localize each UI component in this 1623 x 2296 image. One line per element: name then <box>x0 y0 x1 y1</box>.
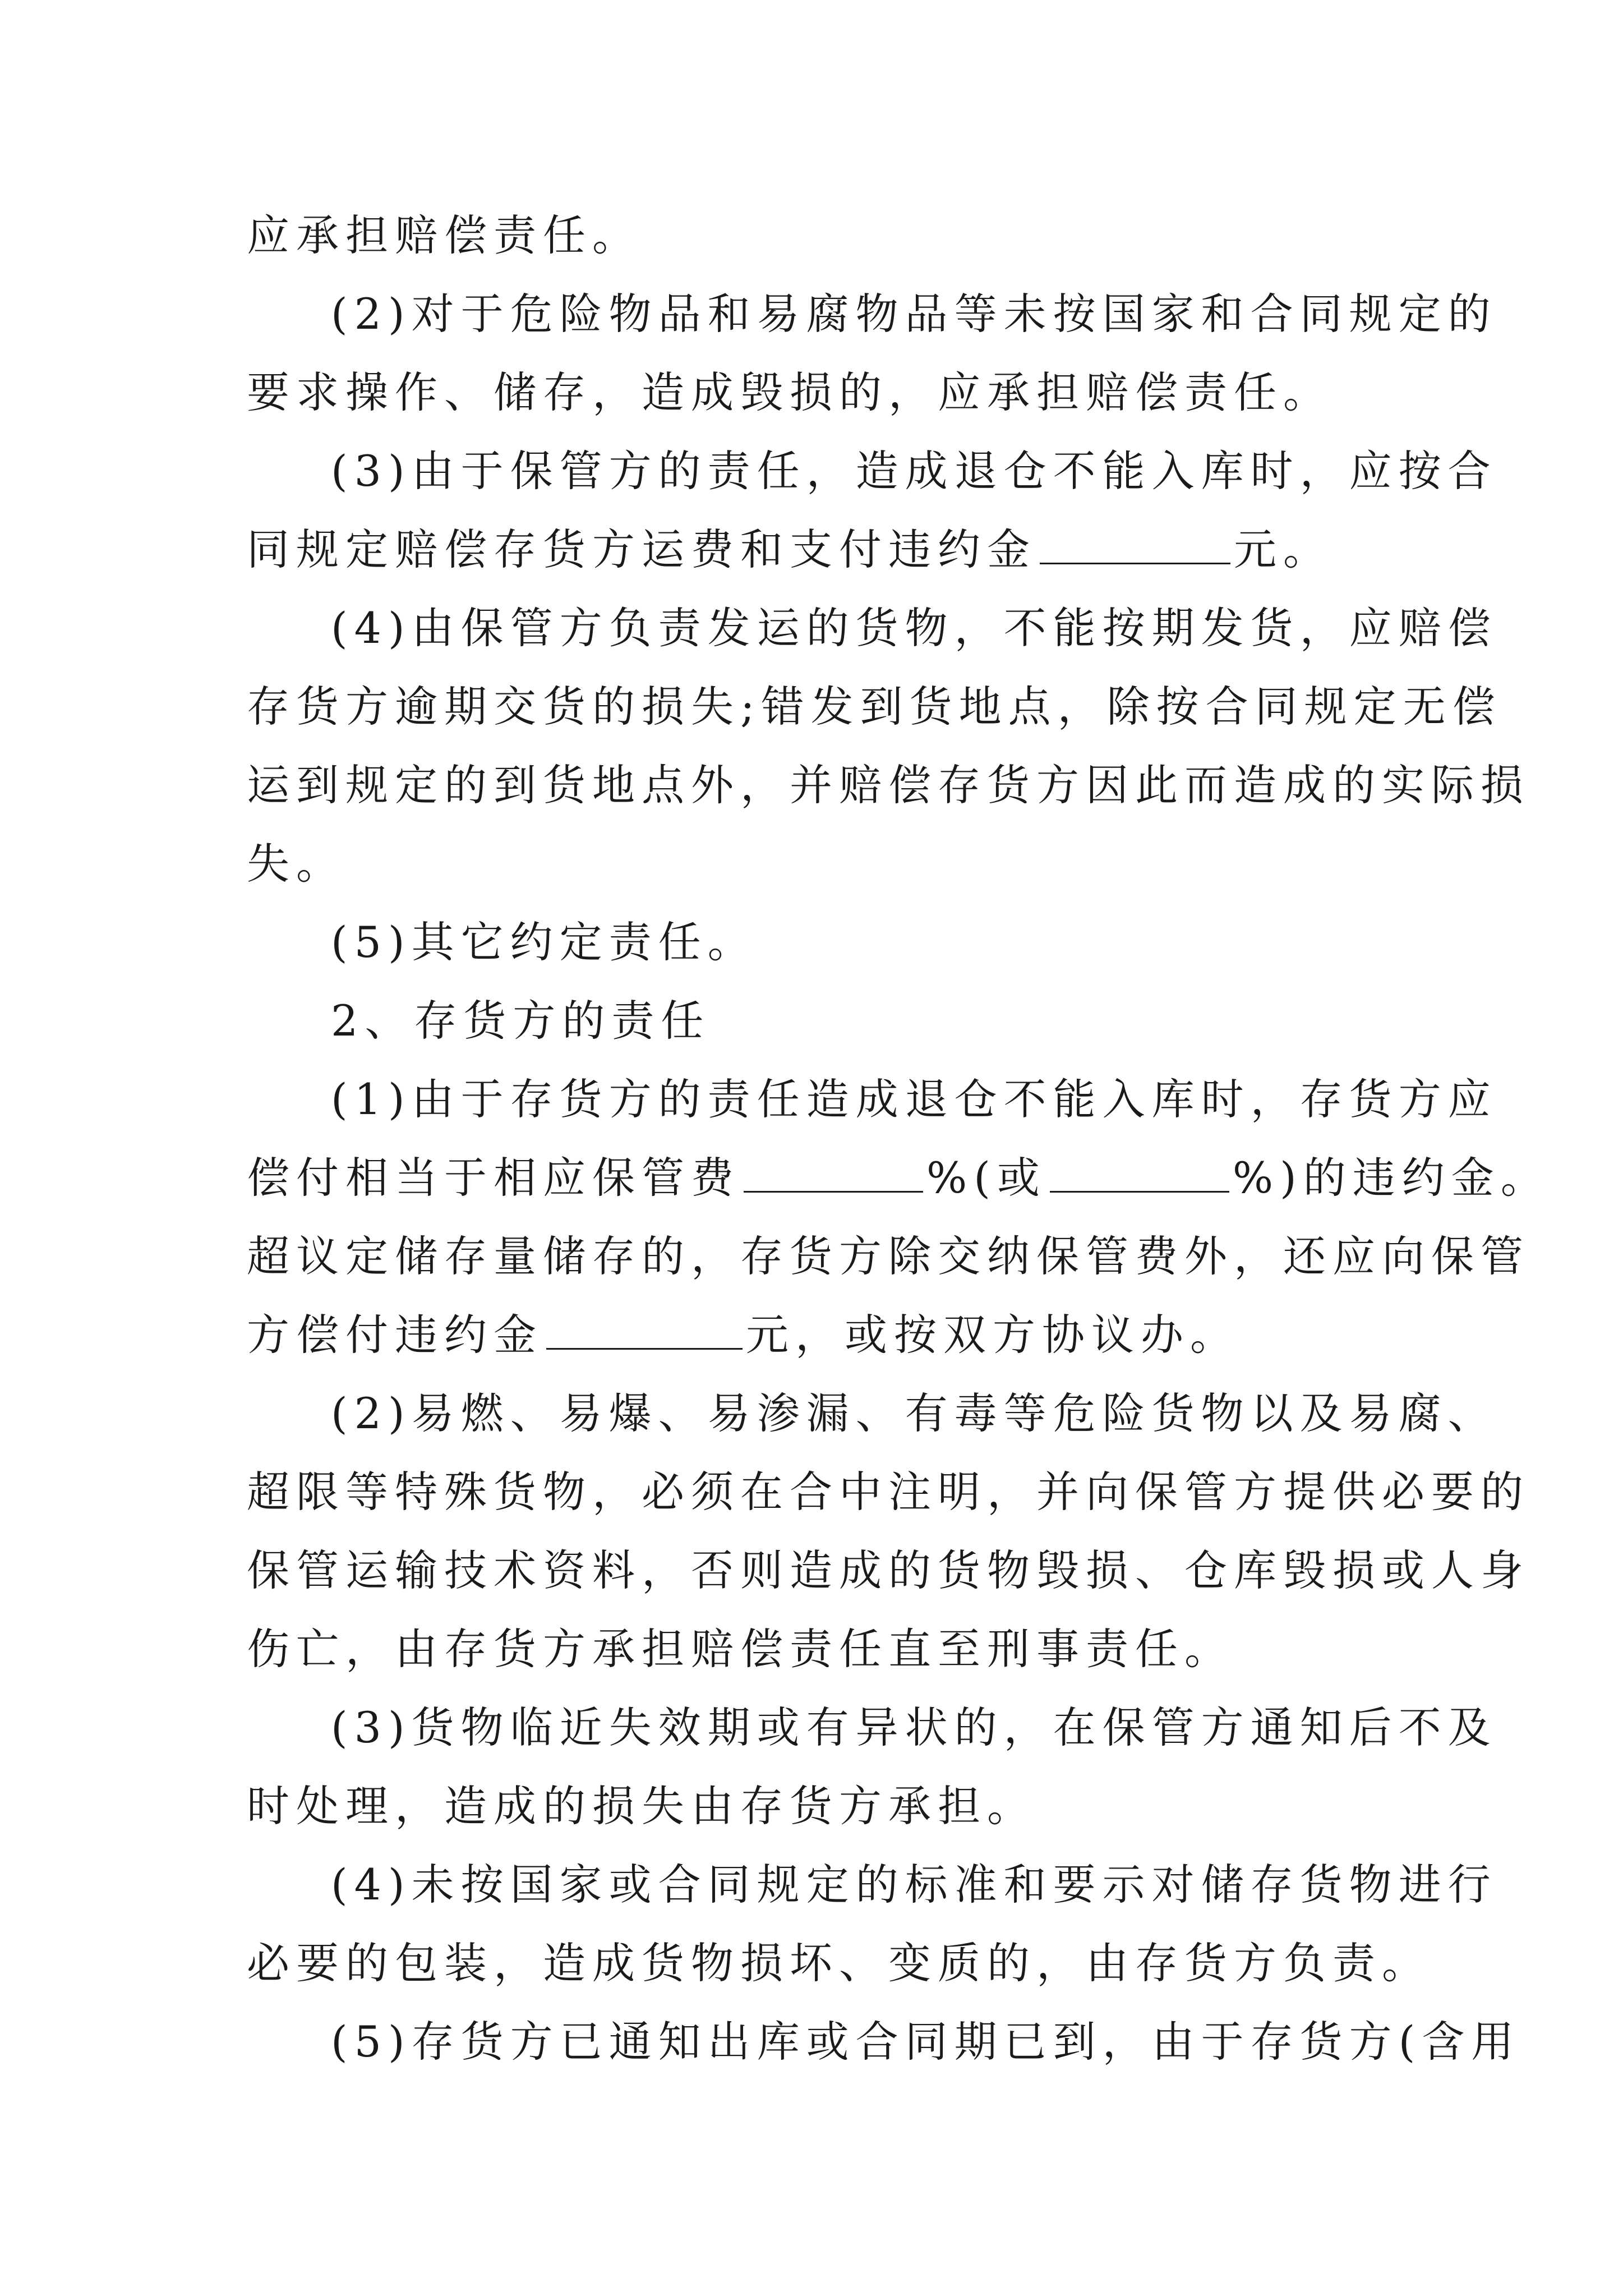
text-line <box>247 1228 1530 1285</box>
line-text: 超议定储存量储存的，存货方除交纳保管费外，还应向保管 <box>247 1231 1530 1281</box>
line-text: 要求操作、储存，造成毁损的，应承担赔偿责任。 <box>247 367 1332 417</box>
line-text: (1)由于存货方的责任造成退仓不能入库时，存货方应 <box>331 1074 1497 1124</box>
text-line <box>247 679 1502 735</box>
text-line <box>247 1621 1234 1677</box>
text-line <box>247 836 345 892</box>
text-line <box>331 1071 1497 1128</box>
text-line <box>247 1935 1431 1991</box>
text-line <box>247 1464 1530 1520</box>
line-text: 超限等特殊货物，必须在合中注明，并向保管方提供必要的 <box>247 1467 1530 1517</box>
text-line <box>331 1386 1497 1442</box>
line-text: 失。 <box>247 839 345 889</box>
line-text: 2、存货方的责任 <box>331 996 711 1046</box>
line-text: (5)其它约定责任。 <box>331 917 757 967</box>
text-line <box>331 1700 1497 1756</box>
line-text: (5)存货方已通知出库或合同期已到，由于存货方(含用 <box>331 2017 1521 2067</box>
line-text: 保管运输技术资料，否则造成的货物毁损、仓库毁损或人身 <box>247 1545 1530 1595</box>
line-text: (3)货物临近失效期或有异状的，在保管方通知后不及 <box>331 1703 1497 1752</box>
text-line <box>247 1150 1550 1206</box>
fill-in-blank[interactable] <box>546 1308 743 1350</box>
text-line <box>331 2014 1520 2070</box>
line-text: (4)未按国家或合同规定的标准和要示对储存货物进行 <box>331 1860 1497 1910</box>
fill-in-blank[interactable] <box>1040 522 1230 564</box>
line-text: 同规定赔偿存货方运费和支付违约金 <box>247 524 1036 574</box>
text-line <box>247 208 642 264</box>
line-text: 必要的包装，造成货物损坏、变质的，由存货方负责。 <box>247 1938 1431 1988</box>
line-text: 存货方逾期交货的损失;错发到货地点，除按合同规定无偿 <box>247 682 1502 731</box>
text-line <box>247 522 1332 578</box>
line-text: 时处理，造成的损失由存货方承担。 <box>247 1781 1036 1831</box>
text-line <box>331 600 1497 656</box>
fill-in-blank[interactable] <box>744 1151 923 1193</box>
line-text: 偿付相当于相应保管费 <box>247 1153 740 1203</box>
text-line <box>247 365 1332 421</box>
line-text: (4)由保管方负责发运的货物，不能按期发货，应赔偿 <box>331 603 1497 653</box>
text-line <box>247 757 1530 813</box>
line-text: 方偿付违约金 <box>247 1310 543 1360</box>
line-text: 运到规定的到货地点外，并赔偿存货方因此而造成的实际损 <box>247 760 1530 810</box>
section-heading <box>331 993 710 1049</box>
line-text: 应承担赔偿责任。 <box>247 210 642 260</box>
line-text: %(或 <box>926 1153 1046 1203</box>
line-text: 元。 <box>1234 524 1332 574</box>
text-line <box>247 1778 1036 1834</box>
fill-in-blank[interactable] <box>1050 1151 1229 1193</box>
line-text: (2)对于危险物品和易腐物品等未按国家和合同规定的 <box>331 289 1497 339</box>
text-line <box>331 286 1497 342</box>
text-line <box>331 1857 1497 1913</box>
text-line <box>331 914 757 970</box>
line-text: (2)易燃、易爆、易渗漏、有毒等危险货物以及易腐、 <box>331 1388 1497 1438</box>
text-line <box>247 1307 1239 1363</box>
text-line <box>247 1543 1530 1599</box>
line-text: 伤亡，由存货方承担赔偿责任直至刑事责任。 <box>247 1624 1234 1674</box>
line-text: 元，或按双方协议办。 <box>746 1310 1239 1360</box>
text-line <box>331 443 1497 499</box>
line-text: (3)由于保管方的责任，造成退仓不能入库时，应按合 <box>331 446 1497 496</box>
line-text: %)的违约金。 <box>1232 1153 1550 1203</box>
